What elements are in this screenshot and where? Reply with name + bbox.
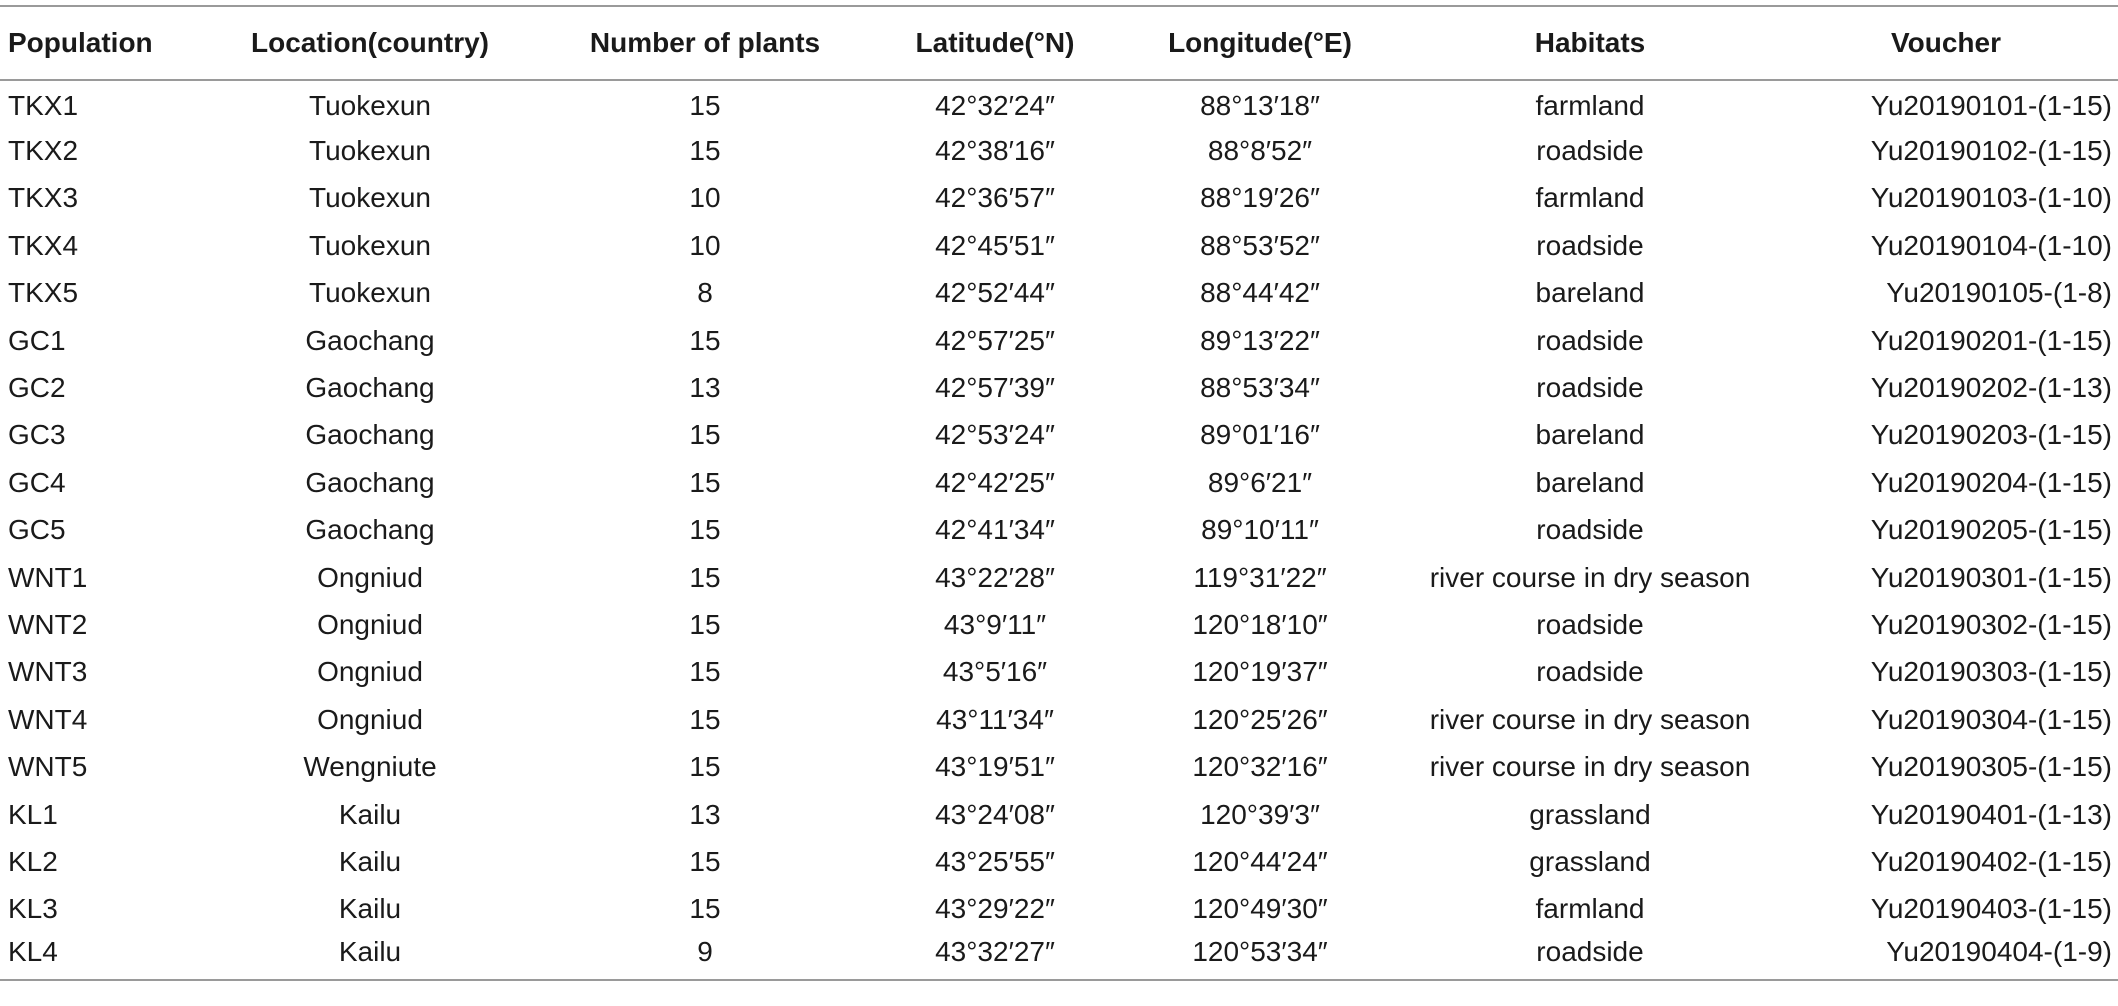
cell-habitat: grassland [1529,798,1651,830]
cell-habitat: bareland [1535,419,1645,451]
cell-location: Gaochang [305,372,435,404]
cell-number-of-plants: 15 [689,514,721,546]
cell-location: Ongniud [317,608,423,640]
cell-number-of-plants: 15 [689,561,721,593]
cell-voucher: Yu20190301-(1-15) [1870,561,2112,593]
header-location: Location(country) [251,27,489,58]
cell-number-of-plants: 15 [689,845,721,877]
cell-latitude: 43°32′27″ [935,936,1055,968]
cell-habitat: bareland [1535,466,1645,498]
cell-latitude: 43°5′16″ [942,656,1048,688]
cell-voucher: Yu20190303-(1-15) [1870,656,2112,688]
cell-latitude: 42°41′34″ [935,514,1055,546]
cell-location: Tuokexun [309,135,431,167]
cell-population: GC1 [8,324,66,356]
cell-habitat: roadside [1536,372,1644,404]
cell-location: Kailu [338,893,402,925]
cell-longitude: 89°01′16″ [1200,419,1320,451]
table-row [0,696,2118,743]
cell-location: Tuokexun [309,182,431,214]
cell-habitat: farmland [1535,182,1645,214]
cell-number-of-plants: 15 [689,419,721,451]
cell-longitude: 89°6′21″ [1207,466,1313,498]
cell-voucher: Yu20190105-(1-8) [1886,277,2112,309]
cell-population: GC4 [8,466,66,498]
cell-habitat: river course in dry season [1429,751,1751,783]
cell-latitude: 42°42′25″ [935,466,1055,498]
header-row [0,6,2118,80]
table-row [0,743,2118,790]
cell-longitude: 120°44′24″ [1192,845,1328,877]
cell-voucher: Yu20190202-(1-13) [1870,372,2112,404]
cell-number-of-plants: 15 [689,893,721,925]
cell-voucher: Yu20190201-(1-15) [1870,324,2112,356]
table-row [0,270,2118,317]
cell-number-of-plants: 9 [697,936,713,968]
cell-latitude: 42°57′39″ [935,372,1055,404]
cell-location: Ongniud [317,703,423,735]
cell-location: Ongniud [317,656,423,688]
cell-latitude: 43°29′22″ [935,893,1055,925]
cell-location: Ongniud [317,561,423,593]
cell-population: WNT1 [8,561,88,593]
cell-population: WNT2 [8,608,88,640]
cell-latitude: 43°22′28″ [935,561,1055,593]
cell-latitude: 42°53′24″ [935,419,1055,451]
cell-number-of-plants: 15 [689,608,721,640]
cell-population: WNT5 [8,751,88,783]
cell-habitat: roadside [1536,656,1644,688]
cell-latitude: 42°38′16″ [935,135,1055,167]
cell-voucher: Yu20190103-(1-10) [1870,182,2112,214]
cell-voucher: Yu20190404-(1-9) [1886,936,2112,968]
cell-number-of-plants: 15 [689,466,721,498]
cell-longitude: 89°13′22″ [1200,324,1320,356]
cell-habitat: roadside [1536,135,1644,167]
cell-voucher: Yu20190104-(1-10) [1870,229,2112,261]
cell-longitude: 119°31′22″ [1193,561,1327,593]
cell-number-of-plants: 15 [689,751,721,783]
cell-number-of-plants: 15 [689,703,721,735]
cell-habitat: farmland [1535,893,1645,925]
cell-habitat: farmland [1535,90,1645,122]
population-table [0,5,2118,981]
table-row [0,127,2118,174]
table-row [0,554,2118,601]
table-row [0,459,2118,506]
cell-number-of-plants: 15 [689,90,721,122]
cell-habitat: river course in dry season [1429,703,1751,735]
cell-longitude: 88°13′18″ [1200,90,1320,122]
cell-location: Gaochang [305,514,435,546]
cell-latitude: 43°19′51″ [935,751,1055,783]
cell-population: KL4 [8,936,58,968]
table-header [0,6,2118,80]
cell-latitude: 43°24′08″ [935,798,1055,830]
cell-location: Kailu [338,845,402,877]
cell-population: KL3 [8,893,58,925]
cell-latitude: 43°11′34″ [936,703,1054,735]
cell-voucher: Yu20190305-(1-15) [1870,751,2112,783]
table-row [0,317,2118,364]
cell-voucher: Yu20190203-(1-15) [1870,419,2112,451]
table-row [0,175,2118,222]
table-row [0,933,2118,980]
cell-population: GC5 [8,514,66,546]
cell-number-of-plants: 15 [689,656,721,688]
header-latitude: Latitude(°N) [915,27,1075,58]
cell-habitat: roadside [1536,229,1644,261]
header-number-of-plants: Number of plants [589,27,821,58]
population-table-container [0,5,2118,981]
header-population: Population [8,27,153,58]
cell-longitude: 120°19′37″ [1192,656,1328,688]
cell-population: WNT3 [8,656,88,688]
table-row [0,838,2118,885]
table-body [0,80,2118,980]
cell-voucher: Yu20190302-(1-15) [1870,608,2112,640]
table-row [0,507,2118,554]
cell-longitude: 89°10′11″ [1201,514,1319,546]
cell-number-of-plants: 10 [689,229,721,261]
cell-voucher: Yu20190401-(1-13) [1870,798,2112,830]
cell-population: TKX1 [8,90,79,122]
cell-population: KL2 [8,845,58,877]
cell-voucher: Yu20190402-(1-15) [1870,845,2112,877]
cell-number-of-plants: 15 [689,135,721,167]
cell-population: TKX4 [8,229,79,261]
cell-population: KL1 [8,798,58,830]
cell-latitude: 42°57′25″ [935,324,1055,356]
cell-voucher: Yu20190205-(1-15) [1870,514,2112,546]
cell-population: TKX3 [8,182,79,214]
cell-location: Gaochang [305,324,435,356]
cell-population: TKX5 [8,277,79,309]
table-row [0,80,2118,127]
cell-location: Gaochang [305,466,435,498]
cell-population: GC2 [8,372,66,404]
cell-voucher: Yu20190204-(1-15) [1870,466,2112,498]
cell-latitude: 42°32′24″ [935,90,1055,122]
table-row [0,601,2118,648]
cell-location: Wengniute [303,751,437,783]
cell-longitude: 88°53′34″ [1200,372,1320,404]
cell-latitude: 42°36′57″ [935,182,1055,214]
cell-habitat: roadside [1536,514,1644,546]
cell-longitude: 120°32′16″ [1192,751,1328,783]
table-row [0,791,2118,838]
cell-longitude: 120°49′30″ [1192,893,1328,925]
cell-longitude: 88°8′52″ [1207,135,1313,167]
cell-habitat: river course in dry season [1429,561,1751,593]
header-habitats: Habitats [1534,27,1646,58]
cell-location: Kailu [338,798,402,830]
cell-longitude: 120°53′34″ [1192,936,1328,968]
cell-habitat: bareland [1535,277,1645,309]
table-row [0,649,2118,696]
table-row [0,412,2118,459]
cell-number-of-plants: 10 [689,182,721,214]
cell-voucher: Yu20190403-(1-15) [1870,893,2112,925]
cell-number-of-plants: 13 [689,372,721,404]
cell-latitude: 43°25′55″ [935,845,1055,877]
cell-population: WNT4 [8,703,88,735]
cell-number-of-plants: 15 [689,324,721,356]
cell-longitude: 120°39′3″ [1200,798,1320,830]
cell-number-of-plants: 13 [689,798,721,830]
cell-number-of-plants: 8 [697,277,713,309]
header-voucher: Voucher [1891,27,2001,58]
cell-voucher: Yu20190304-(1-15) [1870,703,2112,735]
cell-latitude: 42°52′44″ [935,277,1055,309]
cell-location: Kailu [338,936,402,968]
cell-population: TKX2 [8,135,79,167]
cell-longitude: 88°19′26″ [1200,182,1320,214]
cell-population: GC3 [8,419,66,451]
table-row [0,886,2118,933]
table-row [0,222,2118,269]
cell-voucher: Yu20190102-(1-15) [1870,135,2112,167]
cell-location: Tuokexun [309,90,431,122]
cell-longitude: 88°53′52″ [1200,229,1320,261]
cell-location: Gaochang [305,419,435,451]
cell-longitude: 88°44′42″ [1200,277,1320,309]
cell-latitude: 42°45′51″ [935,229,1055,261]
cell-habitat: roadside [1536,936,1644,968]
cell-longitude: 120°25′26″ [1192,703,1328,735]
header-longitude: Longitude(°E) [1168,27,1352,58]
cell-voucher: Yu20190101-(1-15) [1870,90,2112,122]
table-row [0,364,2118,411]
cell-longitude: 120°18′10″ [1192,608,1328,640]
cell-location: Tuokexun [309,229,431,261]
cell-latitude: 43°9′11″ [943,608,1047,640]
cell-location: Tuokexun [309,277,431,309]
cell-habitat: roadside [1536,608,1644,640]
cell-habitat: grassland [1529,845,1651,877]
cell-habitat: roadside [1536,324,1644,356]
